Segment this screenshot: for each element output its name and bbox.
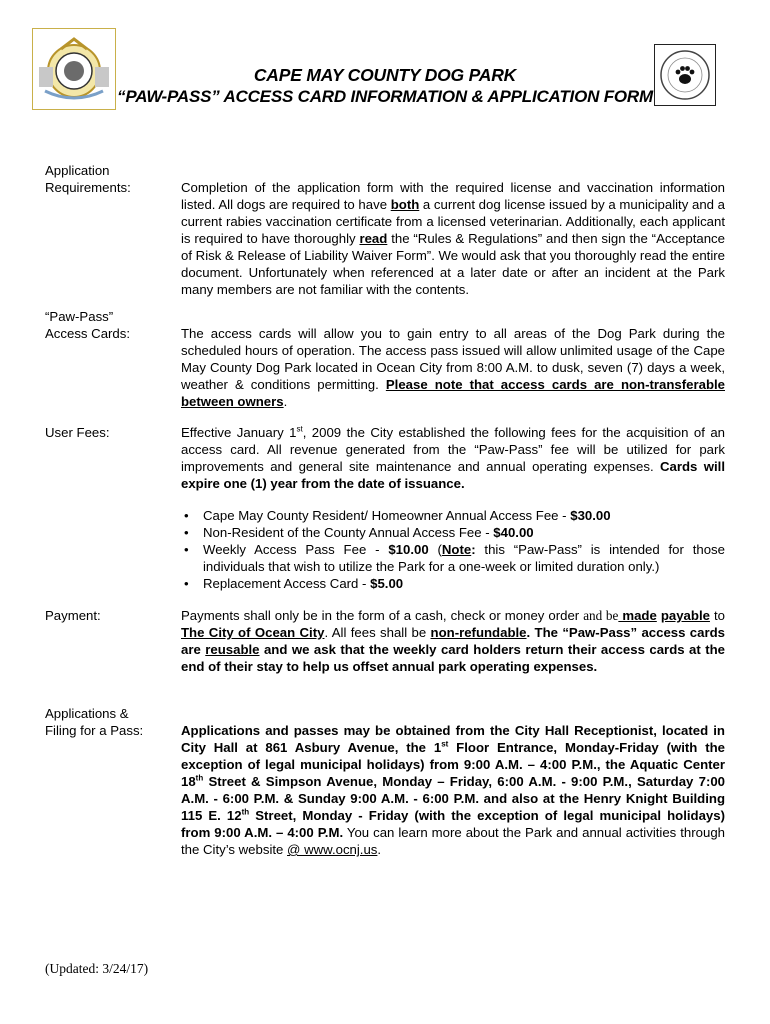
- list-item: • Weekly Access Pass Fee - $10.00 (Note: this “Paw-Pass” is intended for those individuals that wish to utilize the Park for a one-week or limited duration only.): [184, 542, 725, 574]
- fee-list: [181, 507, 725, 592]
- requirements-label: Application Requirements:: [45, 163, 131, 195]
- applications-paragraph: Applications and passes may be obtained from the City Hall Receptionist, located in City Hall at 861 Asbury Avenue, the 1st Floor Entrance, Monday-Friday (with the exception of legal municipal holidays) from 9:00 A.M. – 4:00 P.M., the Aquatic Center 18th Street & Simpson Avenue, Monday – Friday, 6:00 A.M. - 9:00 P.M., Saturday 7:00 A.M. - 6:00 P.M. & Sunday 9:00 A.M. - 6:00 P.M. and also at the Henry Knight Building 115 E. 12th Street, Monday - Friday (with the exception of legal municipal holidays) from 9:00 A.M. – 4:00 P.M. You can learn more about the Park and annual activities through the City’s website @ www.ocnj.us.: [181, 723, 725, 857]
- list-item: • Cape May County Resident/ Homeowner Annual Access Fee - $30.00: [184, 508, 611, 523]
- document-subtitle: “PAW-PASS” ACCESS CARD INFORMATION & APPLICATION FORM: [117, 87, 653, 106]
- user-fees-paragraph: Effective January 1st, 2009 the City established the following fees for the acquisition of an access card. All revenue generated from the “Paw-Pass” fee will be utilized for park improvements and general site maintenance and annual operating expenses. Cards will expire one (1) year from the date of issuance.: [181, 424, 726, 491]
- access-cards-label: “Paw-Pass” Access Cards:: [45, 309, 131, 341]
- city-website-link[interactable]: @ www.ocnj.us: [287, 842, 378, 857]
- payment-paragraph: Payments shall only be in the form of a cash, check or money order and be made payable to The City of Ocean City. All fees shall be non-refundable. The “Paw-Pass” access cards are reusable and we ask that the weekly card holders return their access cards at the end of their stay to help us offset annual park operating expenses.: [181, 608, 725, 674]
- access-cards-paragraph: The access cards will allow you to gain entry to all areas of the Dog Park during the scheduled hours of operation. The access pass issued will allow unlimited usage of the Cape May County Dog Park located in Ocean City from 8:00 A.M. to dusk, seven (7) days a week, weather & conditions permitting. Please note that access cards are non-transferable between owners.: [181, 326, 725, 409]
- updated-date: (Updated: 3/24/17): [45, 961, 149, 976]
- applications-label: Applications & Filing for a Pass:: [45, 706, 144, 738]
- document-title: CAPE MAY COUNTY DOG PARK: [253, 65, 517, 85]
- list-item: • Replacement Access Card - $5.00: [184, 576, 404, 591]
- requirements-paragraph: Completion of the application form with the required license and vaccination information listed. All dogs are required to have both a current dog license issued by a municipality and a current rabies vaccination certificate from a licensed veterinarian. Additionally, each applicant is required to have thoroughly read the “Rules & Regulations” and then sign the “Acceptance of Risk & Release of Liability Waiver Form”. We would ask that you thoroughly read the entire document. Unfortunately when referenced at a later date or after an incident at the Park many members are not familiar with the contents.: [181, 180, 725, 297]
- user-fees-label: User Fees:: [45, 425, 110, 440]
- list-item: • Non-Resident of the County Annual Access Fee - $40.00: [184, 525, 534, 540]
- payment-label: Payment:: [45, 608, 101, 623]
